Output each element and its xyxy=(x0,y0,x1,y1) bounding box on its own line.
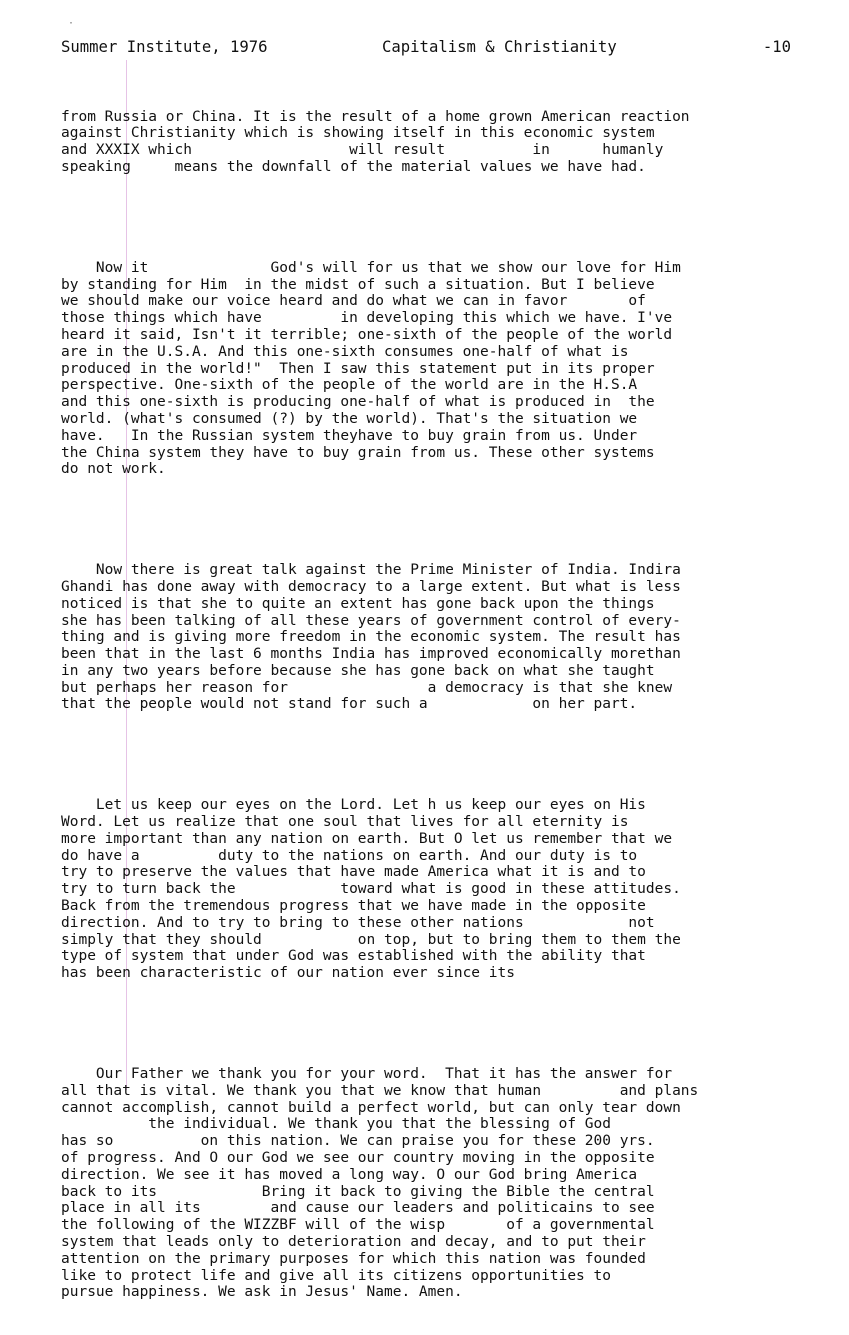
paragraph-1: from Russia or China. It is the result of a home grown American reaction against Christianity which is showing itself in this economic system and XXXIX which will result in humanly speaking means the downfall of the material values we have had. xyxy=(61,108,690,175)
header-title: Capitalism & Christianity xyxy=(382,38,617,56)
body-text xyxy=(61,75,841,1335)
header-institute: Summer Institute, 1976 xyxy=(61,38,268,56)
paragraph-3: Now there is great talk against the Prime Minister of India. Indira Ghandi has done away with democracy to a large extent. But what is less noticed is that she to quite an extent has gone back upon the things she has been talking of all these years of government control of every- thing and is giving more freedom in the economic system. The result has been that in the last 6 months India has improved economically morethan in any two years before because she has gone back on what she taught but perhaps her reason for a democracy is that she knew that the people would not stand for such a on her part. xyxy=(61,562,681,713)
page-number: -10 xyxy=(762,38,791,56)
paragraph-2: Now it God's will for us that we show our love for Him by standing for Him in the midst of such a situation. But I believe we should make our voice heard and do what we can in favor of those things which have in developing this which we have. I've heard it said, Isn't it terrible; one-sixth of the people of the world are in the U.S.A. And this one-sixth consumes one-half of what is produced in the world!" Then I saw this statement put in its proper perspective. One-sixth of the people of the world are in the H.S.A and this one-sixth is producing one-half of what is produced in the world. (what's consumed (?) by the world). That's the situation we have. In the Russian system theyhave to buy grain from us. Under the China system they have to buy grain from us. These other systems do not work. xyxy=(61,259,681,478)
paragraph-4: Let us keep our eyes on the Lord. Let h us keep our eyes on His Word. Let us realize that one soul that lives for all eternity is more important than any nation on earth. But O let us remember that we do have a duty to the nations on earth. And our duty is to try to preserve the values that have made America what it is and to try to turn back the toward what is good in these attitudes. Back from the tremendous progress that we have made in the opposite direction. And to try to bring to these other nations not simply that they should on top, but to bring them to them the type of system that under God was established with the ability that has been characteristic of our nation ever since its xyxy=(61,797,681,982)
paper-speck: · xyxy=(68,18,75,29)
paragraph-5: Our Father we thank you for your word. That it has the answer for all that is vital. We thank you that we know that human and plans cannot accomplish, cannot build a perfect world, but can only tear down the individual. We thank you that the blessing of God has so on this nation. We can praise you for these 200 yrs. of progress. And O our God we see our country moving in the opposite direction. We see it has moved a long way. O our God bring America back to its Bring it back to giving the Bible the central place in all its and cause our leaders and politicains to see the following of the WIZZBF will of the wisp of a governmental system that leads only to deterioration and decay, and to put their attention on the primary purposes for which this nation was founded like to protect life and give all its citizens opportunities to pursue happiness. We ask in Jesus' Name. Amen. xyxy=(61,1066,699,1301)
page-header xyxy=(61,38,791,60)
